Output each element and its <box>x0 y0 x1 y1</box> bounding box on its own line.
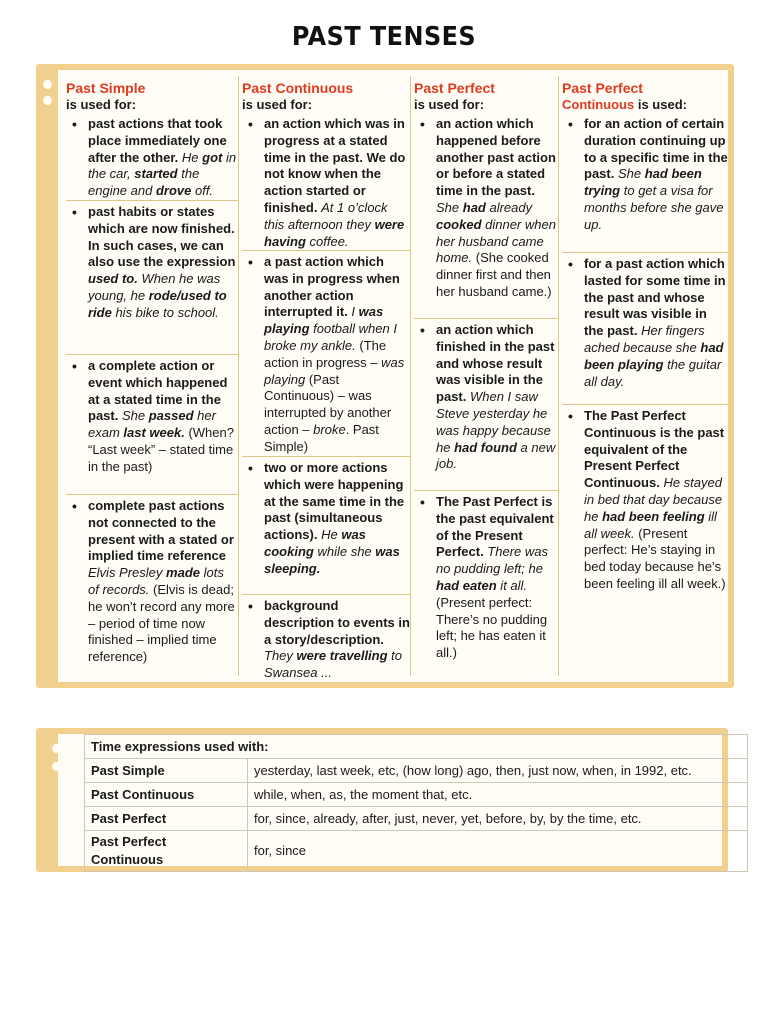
usage-item: • The Past Perfect is the past equivalent of the Present Perfect. There was no pudding left; he had eaten it all. (Present perfect: There’s no pudding left; he has eaten it all.) <box>420 494 554 661</box>
usage-text: background description to events in a story/description. They were travelling to Swansea ... <box>264 598 410 681</box>
tense-cell: Past Simple <box>85 759 248 783</box>
tense-cell: Past Perfect <box>85 807 248 831</box>
usage-item: • for a past action which lasted for some time in the past and whose result was visible in the past. Her fingers ached because she had been playing the guitar all day. <box>568 256 726 389</box>
usage-text: two or more actions which were happening at the same time in the past (simultaneous actions). He was cooking while she was sleeping. <box>264 460 405 576</box>
usage-text: an action which finished in the past and whose result was visible in the past. When I saw Steve yesterday he was happy because he had found a new job. <box>436 322 556 472</box>
usage-item: • a past action which was in progress when another action interrupted it. I was playing football when I broke my ankle. (The action in progress – was playing (Past Continuous) – was interrupted by another action – broke. Past Simple) <box>248 254 405 454</box>
usage-item: • The Past Perfect Continuous is the past equivalent of the Present Perfect Continuous. He stayed in bed that day because he had been feeling ill all week. (Present perfect: He’s staying in bed today because he’s been feeling ill all week.) <box>568 408 726 591</box>
usage-text: complete past actions not connected to the present with a stated or implied time reference Elvis Presley made lots of records. (Elvis is dead; he won’t record any more – period of time now finished – implied time reference) <box>88 498 235 665</box>
column-subtitle: Continuous is used: <box>562 97 687 112</box>
usage-item: • background description to events in a story/description. They were travelling to Swansea ... <box>248 598 410 681</box>
table-row <box>85 831 748 872</box>
usage-text: an action which was in progress at a stated time in the past. We do not know when the action started or finished. At 1 o’clock this afternoon they were having coffee. <box>264 116 406 249</box>
usage-item: • complete past actions not connected to the present with a stated or implied time reference Elvis Presley made lots of records. (Elvis is dead; he won’t record any more – period of time now finished – implied time reference) <box>72 498 235 665</box>
column-title: Past Perfect <box>562 80 643 96</box>
usage-text: an action which happened before another past action or before a stated time in the past. She had already cooked dinner when her husband came home. (She cooked dinner first and then her husband came.) <box>436 116 556 299</box>
binder-hole <box>43 80 52 89</box>
expressions-cell: for, since <box>248 831 748 872</box>
table-row <box>85 807 748 831</box>
expressions-cell: for, since, already, after, just, never, yet, before, by, by the time, etc. <box>248 807 748 831</box>
usage-text: for a past action which lasted for some time in the past and whose result was visible in the past. Her fingers ached because she had been playing the guitar all day. <box>584 256 726 389</box>
table-row <box>85 759 748 783</box>
expressions-cell: yesterday, last week, etc, (how long) ago, then, just now, when, in 1992, etc. <box>248 759 748 783</box>
usage-text: past habits or states which are now finished. In such cases, we can also use the expression used to. When he was young, he rode/used to ride his bike to school. <box>88 204 236 320</box>
page-title: PAST TENSES <box>291 22 477 52</box>
usage-item: • past habits or states which are now finished. In such cases, we can also use the expression used to. When he was young, he rode/used to ride his bike to school. <box>72 204 236 320</box>
usage-item: • an action which happened before another past action or before a stated time in the past. She had already cooked dinner when her husband came home. (She cooked dinner first and then her husband came.) <box>420 116 556 299</box>
time-expressions-card <box>36 728 728 872</box>
tenses-card <box>36 64 734 688</box>
usage-item: • for an action of certain duration continuing up to a specific time in the past. She had been trying to get a visa for months before she gave up. <box>568 116 728 232</box>
column-subtitle: is used for: <box>242 97 313 112</box>
table-header-row <box>85 735 748 759</box>
usage-item: • two or more actions which were happening at the same time in the past (simultaneous actions). He was cooking while she was sleeping. <box>248 460 405 576</box>
table-row <box>85 783 748 807</box>
column-title-line2: Continuous <box>562 97 635 112</box>
usage-text: a complete action or event which happened at a stated time in the past. She passed her exam last week. (When? “Last week” – stated time in the past) <box>88 358 234 474</box>
tense-cell: Past Perfect Continuous <box>85 831 248 872</box>
usage-item: • a complete action or event which happened at a stated time in the past. She passed her exam last week. (When? “Last week” – stated time in the past) <box>72 358 234 474</box>
usage-text: a past action which was in progress when another action interrupted it. I was playing football when I broke my ankle. (The action in progress – was playing (Past Continuous) – was interrupted by another action – broke. Past Simple) <box>264 254 405 454</box>
time-expressions-table <box>84 734 748 872</box>
usage-text: past actions that took place immediately one after the other. He got in the car, started the engine and drove off. <box>88 116 237 199</box>
usage-item: • past actions that took place immediately one after the other. He got in the car, started the engine and drove off. <box>72 116 237 199</box>
column-subtitle: is used for: <box>414 97 485 112</box>
usage-text: The Past Perfect Continuous is the past equivalent of the Present Perfect Continuous. He stayed in bed that day because he had been feeling ill all week. (Present perfect: He’s staying in bed today because he’s been feeling ill all week.) <box>584 408 726 591</box>
column-title: Past Perfect <box>414 80 495 96</box>
column-subtitle: is used for: <box>66 97 137 112</box>
column-title: Past Simple <box>66 80 146 96</box>
binder-hole <box>43 96 52 105</box>
table-header: Time expressions used with: <box>85 735 748 759</box>
usage-text: The Past Perfect is the past equivalent of the Present Perfect. There was no pudding left; he had eaten it all. (Present perfect: There’s no pudding left; he has eaten it all.) <box>436 494 554 661</box>
tense-cell: Past Continuous <box>85 783 248 807</box>
column-title: Past Continuous <box>242 80 354 96</box>
usage-item: • an action which finished in the past and whose result was visible in the past. When I saw Steve yesterday he was happy because he had found a new job. <box>420 322 556 472</box>
tenses-grid <box>58 70 728 682</box>
usage-text: for an action of certain duration continuing up to a specific time in the past. She had been trying to get a visa for months before she gave up. <box>584 116 728 232</box>
usage-item: • an action which was in progress at a stated time in the past. We do not know when the action started or finished. At 1 o’clock this afternoon they were having coffee. <box>248 116 406 249</box>
expressions-cell: while, when, as, the moment that, etc. <box>248 783 748 807</box>
